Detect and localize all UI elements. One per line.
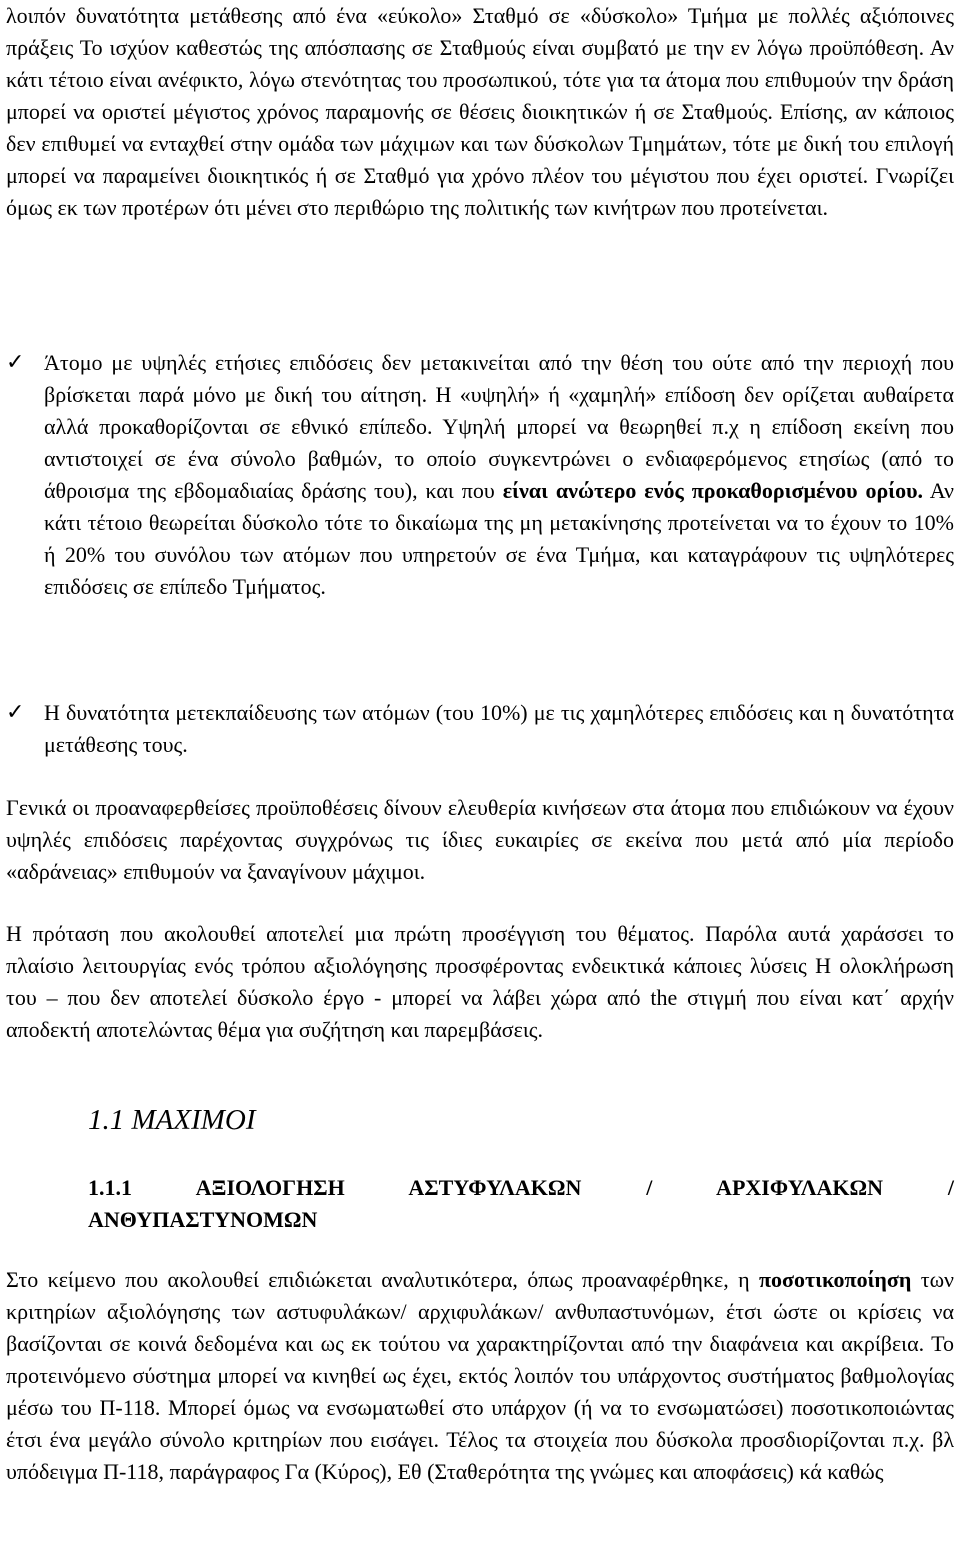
- paragraph-text: λοιπόν δυνατότητα μετάθεσης από ένα «εύκολο» Σταθμό σε «δύσκολο» Τμήμα με πολλές αξιόποινες πράξεις Το ισχύον καθεστώς της απόσπασης σε Σταθμούς είναι συμβατό με την εν λόγω προϋπόθεση. Αν κάτι τέτοιο είναι ανέφικτο, λόγω στενότητας του προσωπικού, τότε για τα άτομα που επιθυμούν την δράση μπορεί να οριστεί μέγιστος χρόνος παραμονής σε θέσεις διοικητικών ή σε Σταθμούς. Επίσης, αν κάποιος δεν επιθυμεί να ενταχθεί στην ομάδα των μάχιμων και των δύσκολων Τμημάτων, τότε με δική του επιλογή μπορεί να παραμείνει διοικητικός ή σε Σταθμό για χρόνο πλέον του μέγιστου που έχει οριστεί. Γνωρίζει όμως εκ των προτέρων ότι μένει στο περιθώριο της πολιτικής των κινήτρων που προτείνεται.: [6, 3, 954, 220]
- bullet-retraining: [44, 697, 954, 761]
- bullet-bold-text: είναι ανώτερο ενός προκαθορισμένου ορίου.: [502, 478, 924, 503]
- paragraph-text: Η πρόταση που ακολουθεί αποτελεί μια πρώτη προσέγγιση του θέματος. Παρόλα αυτά χαράσσει το πλαίσιο λειτουργίας ενός τρόπου αξιολόγησης προσφέροντας ενδεικτικά κάποιες λύσεις Η ολοκλήρωση του – που δεν αποτελεί δύσκολο έργο - μπορεί να λάβει χώρα από the στιγμή που είναι κατ΄ αρχήν αποδεκτή αποτελώντας θέμα για συζήτηση και παρεμβάσεις.: [6, 921, 954, 1042]
- bullet-text: Η δυνατότητα μετεκπαίδευσης των ατόμων (του 10%) με τις χαμηλότερες επιδόσεις και η δυνατότητα μετάθεσης τους.: [44, 700, 954, 757]
- bullet-text-continued: Αν κάτι τέτοιο θεωρείται δύσκολο τότε το δικαίωμα της μη μετακίνησης προτείνεται να το έχουν το 10% ή 20% του συνόλου των ατόμων που υπηρετούν σε ένα Τμήμα, και καταγράφουν τις υψηλότερες επιδόσεις σε επίπεδο Τμήματος.: [44, 478, 954, 599]
- bullet-high-performance: [44, 347, 954, 603]
- subsection-heading-line1: 1.1.1 ΑΞΙΟΛΟΓΗΣΗ ΑΣΤΥΦΥΛΑΚΩΝ / ΑΡΧΙΦΥΛΑΚΩΝ /: [88, 1175, 954, 1200]
- paragraph-continuation: [6, 0, 954, 224]
- paragraph-bold-text: ποσοτικοποίηση: [758, 1267, 912, 1292]
- checkmark-icon: ✓: [6, 700, 25, 725]
- checkmark-icon: ✓: [6, 350, 25, 375]
- paragraph-text: Γενικά οι προαναφερθείσες προϋποθέσεις δίνουν ελευθερία κινήσεων στα άτομα που επιδιώκουν να έχουν υψηλές επιδόσεις παρέχοντας συγχρόνως τις ίδιες ευκαιρίες σε εκείνα που μετά από μία περίοδο «αδράνειας» επιθυμούν να ξαναγίνουν μάχιμοι.: [6, 795, 954, 884]
- subsection-heading-line2: ΑΝΘΥΠΑΣΤΥΝΟΜΩΝ: [88, 1207, 318, 1232]
- subsection-heading: [88, 1172, 954, 1236]
- paragraph-evaluation: [6, 1264, 954, 1488]
- paragraph-text: Στο κείμενο που ακολουθεί επιδιώκεται αναλυτικότερα, όπως προαναφέρθηκε, η: [6, 1267, 750, 1292]
- section-heading: 1.1 ΜΑΧΙΜΟΙ: [88, 1104, 256, 1136]
- bullet-text: Άτομο με υψηλές ετήσιες επιδόσεις δεν μετακινείται από την θέση του ούτε από την περιοχή που βρίσκεται παρά μόνο με δική του αίτηση. Η «υψηλή» ή «χαμηλή» επίδοση δεν ορίζεται αυθαίρετα αλλά προκαθορίζονται σε εθνικό επίπεδο. Υψηλή μπορεί να θεωρηθεί π.χ η επίδοση εκείνη που αντιστοιχεί σε ένα σύνολο βαθμών, το οποίο συγκεντρώνει ο ενδιαφερόμενος ετησίως (από το άθροισμα της εβδομαδιαίας δράσης του), και που: [44, 350, 954, 503]
- paragraph-text-continued: των κριτηρίων αξιολόγησης των αστυφυλάκων/ αρχιφυλάκων/ ανθυπαστυνόμων, έτσι ώστε οι κρίσεις να βασίζονται σε κοινά δεδομένα και ως εκ τούτου να χαρακτηρίζονται από την διαφάνεια και ακρίβεια. Το προτεινόμενο σύστημα μπορεί να κινηθεί ως έχει, εκτός λοιπόν του υπάρχοντος συστήματος βαθμολογίας μέσω του Π-118. Μπορεί όμως να ενσωματωθεί στο υπάρχον (ή να το ενσωματώσει) ποσοτικοποιώντας έτσι ένα μεγάλο σύνολο κριτηρίων που εισάγει. Τέλος τα στοιχεία που δύσκολα προσδιορίζονται π.χ. βλ υπόδειγμα Π-118, παράγραφος Γα (Κύρος), Εθ (Σταθερότητα της γνώμες και αποφάσεις) κά καθώς: [6, 1267, 955, 1484]
- paragraph-general: [6, 792, 954, 888]
- paragraph-proposal: [6, 918, 954, 1046]
